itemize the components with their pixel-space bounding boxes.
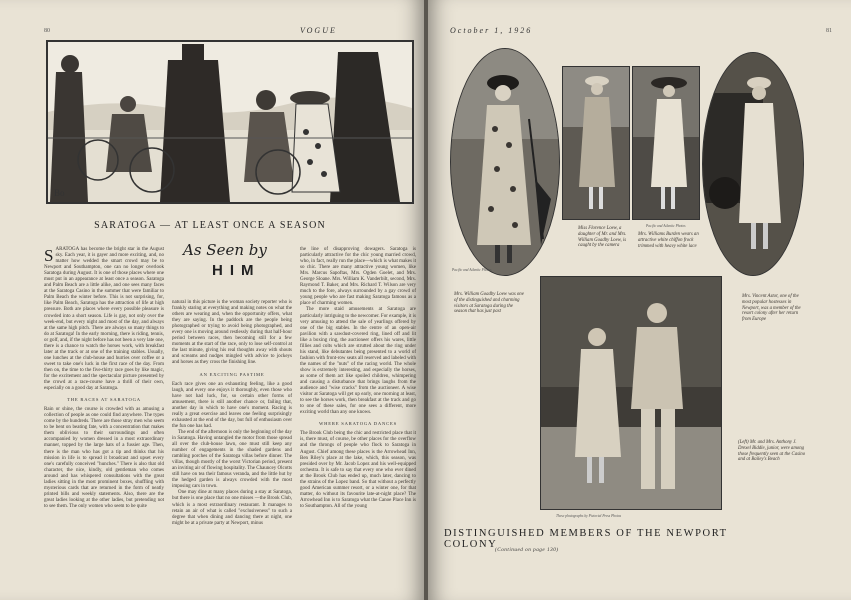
photo-credit-burden: Pacific and Atlantic Photos [646, 224, 686, 228]
column-2-paragraph-2: Each race gives one an exhausting feeling, like a good laugh, and every one enjoys it thoroughly, even those who have not had luck, for, so certain other forms of amusement, there is still another chance or, failing that, another day in which to have one's moment. Racing is really a great exercise and leaves one feeling surprisingly exhausted at the end of the day, but full of enthusiasm over the fun one has had. [172, 381, 292, 429]
issue-date-header: October 1, 1926 [450, 26, 533, 35]
photo-biddle-couple [540, 276, 722, 510]
subhead-races: THE RACES AT SARATOGA [67, 397, 141, 403]
caption-biddle: (Left) Mr. and Mrs. Anthony J. Drexel Biddle, junior, were among those frequently seen at the Casino and at Bailey's Beach [738, 440, 806, 463]
column-2-paragraph-4: One may dine at many places during a stay at Saratoga, but there is one place that no one misses —the Brook Club, which is a most extraordinary restaurant. It manages to retain an air of what is called "exclusiveness" to such a degree that when dining and dancing there at night, one might be at a private party at Newport, minus [172, 490, 292, 526]
photo-florence-loew [562, 66, 630, 220]
page-number-left: 80 [44, 28, 50, 34]
column-3-paragraph-1: the line of disapproving dowagers. Saratoga is particularly attractive for the chic young married crowd, who, in fact, really run the place—which is what makes it so chic. There are many attractive young women, like Mrs. Marcus Sapoftas, Mrs. Ogden Goelet, and Mrs. George Sloane. Mrs. William K. Vanderbilt, second, Mrs. Raymond T. Baker, and Mrs. Richard T. Wilson are very much to the fore, always surrounded by a gay crowd of young people who are fast making Saratoga famous as a place of charming women. [300, 247, 416, 307]
column-3-paragraph-3: The Brook Club being the chic and restricted place that it is, there must, of course, be other places for the overflow and the throngs of people who flock to Saratoga in August. Chief among these places is the Arrowhead Inn, Ben Riley's place at the lake, which, this season, was presided over by Mr. Jacob Lopez and his well-equipped orchestra. It is safe to say that every one who ever dined at the Brook Club has ended up, much later, dancing to the strains of the Lopez band. So that without a perfectly good American summer resort, or a winter one, for that matter, do without its favourite late-at-night place? The Arrowhead Inn is to Saratoga what the Canoe Place Inn is to Southampton. All of the young [300, 431, 416, 509]
subhead-pastime: AN EXCITING PASTIME [199, 371, 265, 377]
photo-credit-pictorial: These photographs by Pictorial Press Photos [556, 514, 622, 518]
column-1-paragraph-1: ARATOGA has become the bright star in the August sky. Each year, it is gayer and more exciting, and, no matter how wedded the smart crowd may be to Newport and Southampton, one can no longer overlook Saratoga during August. It is one of those places where one must put in an appearance at least once a season. Saratoga and Palm Beach are a little alike, and one sees many faces at the Saratoga Casino in the summer that were familiar to Palm Beach the winter before. This is not surprising, for, like Palm Beach, Saratoga has the attraction of life at high pressure. Both are places where every possible pleasure is crowded into a short season. Life is gay, not only over the week-end, but every night and most of the day, and always at the same high pitch. There are always so many things to do at Saratoga! In the early morning, there is riding, tennis, or golf, and, if the night before has not been a very late one, there is a chance to watch the horses work, with breakfast later at the track or at one of the training stables. Usually, one lunches at the club-house and hurries over coffee or a sweet to take one's luck in the first race of the day. From then on, the time to the five-thirty race goes by like magic, for the excitement and the spectacular picture presented by the crowd at a race-course have a thrill of their own, especially on a good day at Saratoga. [44, 247, 164, 392]
caption-mrs-astor: Mrs. Vincent Astor, one of the most popular hostesses in Newport, was a member of the resort colony after her return from Europe [742, 294, 801, 323]
byline-script [183, 238, 293, 260]
caption-mrs-burden: Mrs. Williams Burden wears an attractive white chiffon frock trimmed with heavy white lace [638, 232, 699, 249]
caption-mrs-loew: Mrs. William Goadby Loew was one of the distinguished and charming visitors at Saratoga during the season that has just past [454, 292, 524, 315]
photo-credit-loew: Pacific and Atlantic Photos [452, 268, 492, 272]
photo-mrs-burden [632, 66, 700, 220]
column-3-paragraph-2: The more staid amusements at Saratoga are particularly intriguing to the newcomer. For example, it is very amusing to attend the sale of yearlings offered by one of the big stables. In the centre of an open-air pavilion with a sawdust-covered ring, lined off and lit like a boxing ring, the auctioneer offers his wares, little fillies and colts which are strutted about the ring under his stand, like debutantes being presented to a world of fashion with front-row seats all reserved and labeled with the names of the "nuts" of the racing world. The whole show is extremely interesting, and especially the horses, as some of them act like spoiled children, whimpering and causing a disturbance that brings laughs from the audience and "wise cracks" from the auctioneer. A wise visitor at Saratoga will get up early, one morning at least, to see the horses work, then breakfast at the track and go to one of these sales, for one sees a different, more exciting world than any one knows. [300, 307, 416, 416]
article-column-3 [300, 247, 416, 587]
article-column-1 [44, 247, 164, 587]
caption-florence-loew: Miss Florence Loew, a daughter of Mr. and Mrs. William Goadby Loew, is caught by the camera [578, 226, 627, 249]
column-2-paragraph-1: natural in this picture is the woman society reporter who is frankly staring at everything and making notes on what the others are wearing and, when the opportunity offers, what they are saying. In the paddock are the people being photographed or trying to avoid being photographed, and every one is moving around restlessly during that half-hour period between races, then becoming still for a few moments at the start of the race, only to lose self-control at the last minute, giving his real thoughts away with shouts and screams and nudges mingled with advice to jockeys and horses as they cross the finishing line. [172, 300, 292, 366]
magazine-header-left: VOGUE [300, 26, 337, 35]
byline-prefix: As Seen by [183, 241, 267, 259]
article-title: SARATOGA — AT LEAST ONCE A SEASON [94, 220, 326, 231]
dropcap: S [44, 246, 54, 265]
feature-title: DISTINGUISHED MEMBERS OF THE NEWPORT COLONY [444, 528, 728, 550]
photo-mrs-loew [450, 48, 560, 276]
left-page [0, 0, 424, 600]
column-1-paragraph-2: Rain or shine, the course is crowded with as amusing a collection of people as one could find anywhere. The types come by the hundreds. There are those stray men who seem to be bent on beating fate, with a concentration that makes them oblivious to their surroundings and often accompanied by women dressed in a most extraordinary manner, topped by the large hats of a fussier age. Then, there is the man who has got a tip and thinks that his mission in life is to spread it broadcast and upset every one's carefully conceived "hunches." There is also that old character, the nice, kindly, old gentleman who comes around and has whispered consultations with the great ladies sitting in the most prominent boxes, shuffling with mysterious cards that are returned in the form of neatly printed bills and weekly statements. Also, there are the great ladies looking at the other ladies, but pretending not to see them. The only women who seem to be quite [44, 407, 164, 509]
racetrack-illustration [46, 40, 414, 204]
page-number-right: 81 [826, 28, 832, 34]
continued-note: (Continued on page 130) [495, 547, 559, 553]
svg-text:Bo: Bo [54, 188, 65, 198]
article-column-2 [172, 300, 292, 587]
photo-mrs-astor [702, 52, 804, 276]
byline-name: HIM [212, 262, 261, 279]
subhead-dances: WHERE SARATOGA DANCES [319, 421, 397, 427]
column-2-paragraph-3: The end of the afternoon is only the beginning of the day in Saratoga. Having untangled the motor from those spread all over the club-house lawn, one must still keep any number of engagements in the shaded gardens and rambling porches of the Saratoga villas before dinner. The villas, though mostly of the worst Victorian period, present an inviting air of flowing hospitality. The Chauncey Olcotts still have on tea their famous veranda, and the little hut by the hedged garden is always crowded with the most imposing cars in town. [172, 429, 292, 490]
